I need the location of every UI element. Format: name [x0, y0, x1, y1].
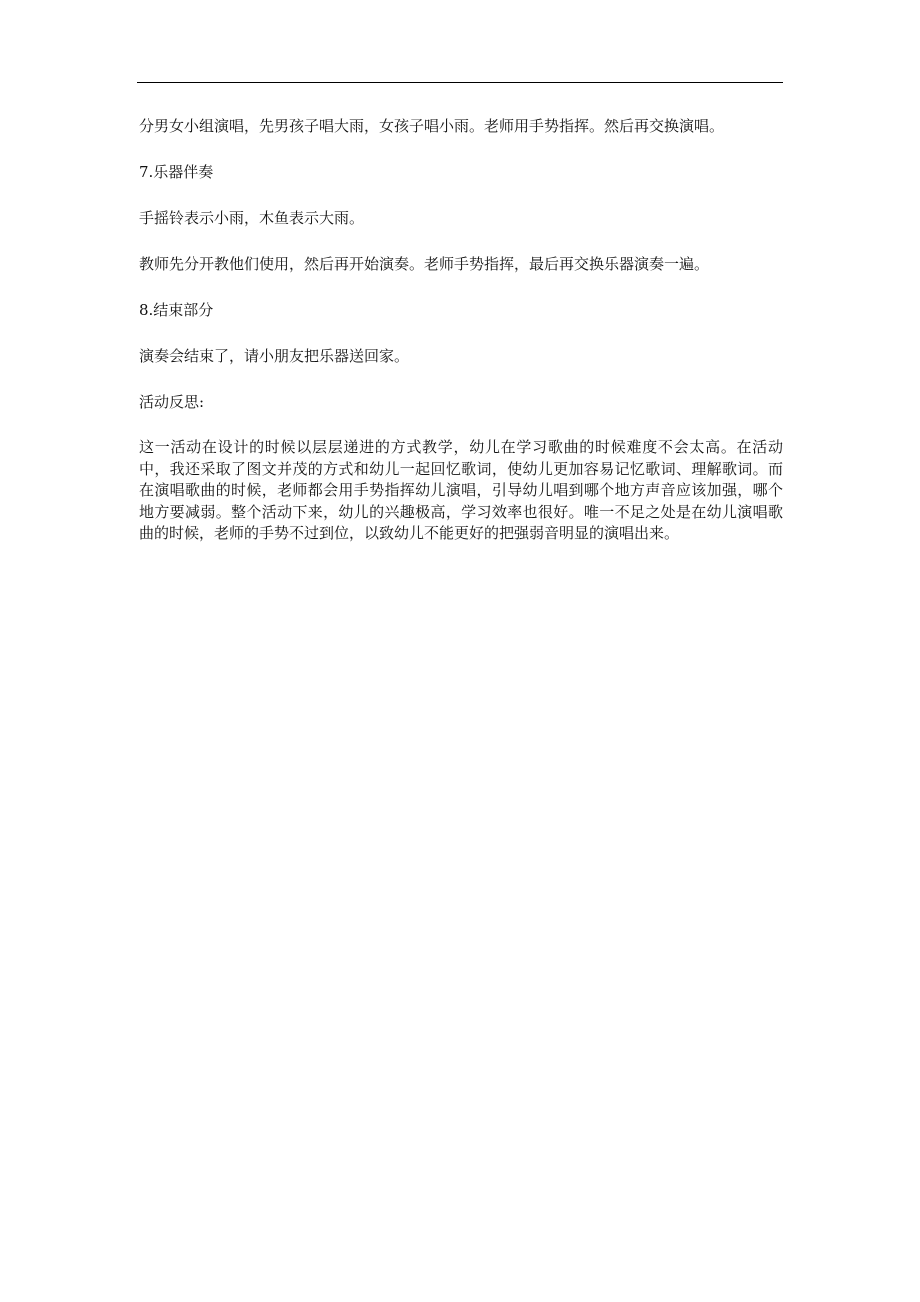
document-body	[139, 115, 783, 569]
section-heading-ending: 8.结束部分	[139, 301, 214, 319]
header-rule	[137, 82, 783, 83]
section-heading-reflection: 活动反思:	[139, 393, 205, 411]
paragraph-instrument-practice: 教师先分开教他们使用，然后再开始演奏。老师手势指挥，最后再交换乐器演奏一遍。	[139, 255, 710, 273]
paragraph-group-singing: 分男女小组演唱，先男孩子唱大雨，女孩子唱小雨。老师用手势指挥。然后再交换演唱。	[139, 117, 725, 135]
paragraph-ending: 演奏会结束了，请小朋友把乐器送回家。	[139, 347, 410, 365]
paragraph-instrument-meaning: 手摇铃表示小雨，木鱼表示大雨。	[139, 209, 365, 227]
paragraph-reflection: 这一活动在设计的时候以层层递进的方式教学，幼儿在学习歌曲的时候难度不会太高。在活动中，我还采取了图文并茂的方式和幼儿一起回忆歌词，使幼儿更加容易记忆歌词、理解歌词。而在演唱歌曲的时候，老师都会用手势指挥幼儿演唱，引导幼儿唱到哪个地方声音应该加强，哪个地方要减弱。整个活动下来，幼儿的兴趣极高，学习效率也很好。唯一不足之处是在幼儿演唱歌曲的时候，老师的手势不过到位，以致幼儿不能更好的把强弱音明显的演唱出来。	[139, 438, 783, 542]
section-heading-instrument-accompaniment: 7.乐器伴奏	[139, 163, 214, 181]
